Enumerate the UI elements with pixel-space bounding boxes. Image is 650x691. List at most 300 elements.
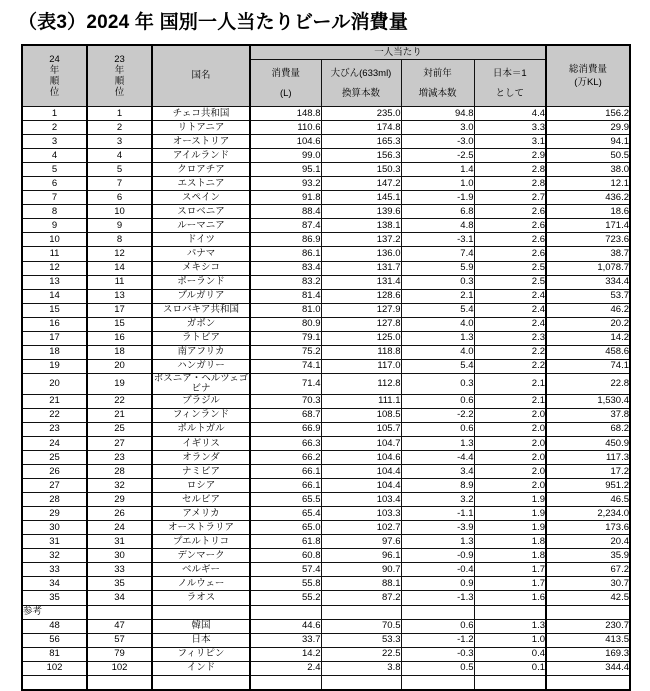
table-row — [22, 205, 630, 219]
table-row — [22, 275, 630, 289]
cell-rank-2024: 31 — [22, 535, 87, 549]
cell-empty — [321, 605, 401, 619]
consumption-header-line1: 消費量 — [271, 67, 300, 79]
cell-rank-2024: 81 — [22, 647, 87, 661]
cell-consumption: 65.0 — [250, 521, 321, 535]
cell-country: ノルウェー — [152, 577, 250, 591]
rank23-line4: 位 — [114, 87, 125, 98]
cell-total-consumption: 2,234.0 — [546, 507, 630, 521]
cell-rank-2023: 6 — [87, 191, 152, 205]
cell-consumption: 33.7 — [250, 633, 321, 647]
cell-yoy: 0.9 — [401, 577, 474, 591]
cell-yoy: 1.3 — [401, 331, 474, 345]
cell-consumption: 65.4 — [250, 507, 321, 521]
cell-japan-index: 2.0 — [474, 422, 546, 436]
cell-consumption: 74.1 — [250, 359, 321, 373]
cell-empty — [87, 605, 152, 619]
cell-total-consumption: 35.9 — [546, 549, 630, 563]
cell-rank-2024: 4 — [22, 149, 87, 163]
cell-rank-2023: 14 — [87, 261, 152, 275]
table-row — [22, 191, 630, 205]
cell-bottles: 174.8 — [321, 121, 401, 135]
table-row — [22, 121, 630, 135]
cell-bottles: 104.7 — [321, 436, 401, 450]
cell-consumption: 66.9 — [250, 422, 321, 436]
cell-bottles: 137.2 — [321, 233, 401, 247]
cell-japan-index: 2.4 — [474, 303, 546, 317]
cell-total-consumption: 450.9 — [546, 436, 630, 450]
cell-empty — [474, 675, 546, 690]
cell-yoy: -0.9 — [401, 549, 474, 563]
cell-bottles: 235.0 — [321, 107, 401, 121]
cell-japan-index: 2.0 — [474, 408, 546, 422]
table-row — [22, 135, 630, 149]
cell-country: デンマーク — [152, 549, 250, 563]
cell-yoy: 94.8 — [401, 107, 474, 121]
cell-total-consumption: 458.6 — [546, 345, 630, 359]
cell-total-consumption: 46.2 — [546, 303, 630, 317]
cell-bottles: 90.7 — [321, 563, 401, 577]
cell-total-consumption: 18.6 — [546, 205, 630, 219]
cell-rank-2024: 12 — [22, 261, 87, 275]
cell-japan-index: 2.1 — [474, 394, 546, 408]
cell-japan-index: 1.0 — [474, 633, 546, 647]
cell-rank-2023: 24 — [87, 521, 152, 535]
cell-yoy: 0.6 — [401, 394, 474, 408]
reference-label-row — [22, 605, 630, 619]
cell-rank-2024: 8 — [22, 205, 87, 219]
cell-bottles: 102.7 — [321, 521, 401, 535]
cell-consumption: 81.0 — [250, 303, 321, 317]
cell-rank-2023: 28 — [87, 465, 152, 479]
table-row — [22, 107, 630, 121]
cell-japan-index: 1.8 — [474, 549, 546, 563]
cell-japan-index: 0.1 — [474, 661, 546, 675]
table-row — [22, 479, 630, 493]
cell-bottles: 104.4 — [321, 479, 401, 493]
cell-empty — [321, 675, 401, 690]
cell-bottles: 104.6 — [321, 451, 401, 465]
cell-bottles: 108.5 — [321, 408, 401, 422]
table-row — [22, 507, 630, 521]
cell-rank-2023: 23 — [87, 451, 152, 465]
cell-total-consumption: 94.1 — [546, 135, 630, 149]
cell-rank-2024: 22 — [22, 408, 87, 422]
cell-yoy: 8.9 — [401, 479, 474, 493]
cell-total-consumption: 20.2 — [546, 317, 630, 331]
cell-consumption: 66.2 — [250, 451, 321, 465]
cell-empty — [546, 675, 630, 690]
cell-yoy: -2.2 — [401, 408, 474, 422]
cell-yoy: -3.9 — [401, 521, 474, 535]
cell-bottles: 156.3 — [321, 149, 401, 163]
cell-consumption: 75.2 — [250, 345, 321, 359]
beer-consumption-table — [21, 44, 631, 691]
cell-country: ルーマニア — [152, 219, 250, 233]
cell-japan-index: 2.5 — [474, 275, 546, 289]
cell-bottles: 112.8 — [321, 373, 401, 394]
cell-bottles: 139.6 — [321, 205, 401, 219]
cell-japan-index: 3.1 — [474, 135, 546, 149]
header-row-group — [22, 45, 630, 60]
cell-japan-index: 2.6 — [474, 233, 546, 247]
cell-country: 日本 — [152, 633, 250, 647]
cell-rank-2024: 19 — [22, 359, 87, 373]
cell-bottles: 96.1 — [321, 549, 401, 563]
cell-yoy: -4.4 — [401, 451, 474, 465]
table-row — [22, 359, 630, 373]
cell-japan-index: 2.6 — [474, 219, 546, 233]
yoy-header-line2: 増減本数 — [418, 87, 457, 99]
cell-consumption: 44.6 — [250, 619, 321, 633]
cell-bottles: 127.9 — [321, 303, 401, 317]
cell-rank-2023: 26 — [87, 507, 152, 521]
cell-yoy: -3.1 — [401, 233, 474, 247]
cell-rank-2023: 20 — [87, 359, 152, 373]
cell-yoy: 0.6 — [401, 619, 474, 633]
cell-yoy: 1.3 — [401, 436, 474, 450]
cell-empty — [474, 605, 546, 619]
cell-yoy: 1.0 — [401, 177, 474, 191]
cell-consumption: 86.9 — [250, 233, 321, 247]
cell-rank-2024: 20 — [22, 373, 87, 394]
cell-bottles: 118.8 — [321, 345, 401, 359]
cell-rank-2023: 7 — [87, 177, 152, 191]
cell-rank-2024: 2 — [22, 121, 87, 135]
cell-rank-2024: 6 — [22, 177, 87, 191]
cell-total-consumption: 1,078.7 — [546, 261, 630, 275]
cell-rank-2023: 32 — [87, 479, 152, 493]
table-row — [22, 591, 630, 605]
cell-rank-2024: 26 — [22, 465, 87, 479]
cell-country: イギリス — [152, 436, 250, 450]
cell-country: ポーランド — [152, 275, 250, 289]
cell-rank-2024: 17 — [22, 331, 87, 345]
cell-country: ポルトガル — [152, 422, 250, 436]
table-row — [22, 563, 630, 577]
cell-total-consumption: 29.9 — [546, 121, 630, 135]
cell-rank-2023: 34 — [87, 591, 152, 605]
cell-empty — [401, 675, 474, 690]
col-header-yoy — [401, 60, 474, 107]
cell-yoy: 0.5 — [401, 661, 474, 675]
cell-japan-index: 2.8 — [474, 177, 546, 191]
cell-yoy: 6.8 — [401, 205, 474, 219]
cell-total-consumption: 38.0 — [546, 163, 630, 177]
bottles-header-line2: 換算本数 — [341, 87, 380, 99]
cell-rank-2024: 14 — [22, 289, 87, 303]
cell-rank-2023: 31 — [87, 535, 152, 549]
cell-country: ハンガリー — [152, 359, 250, 373]
cell-country: エストニア — [152, 177, 250, 191]
cell-yoy: -2.5 — [401, 149, 474, 163]
cell-empty — [546, 605, 630, 619]
rank24-line3: 順 — [49, 76, 60, 87]
cell-country: フィリピン — [152, 647, 250, 661]
cell-yoy: 2.1 — [401, 289, 474, 303]
cell-country: スロバキア共和国 — [152, 303, 250, 317]
cell-yoy: 1.4 — [401, 163, 474, 177]
cell-bottles: 97.6 — [321, 535, 401, 549]
cell-japan-index: 2.2 — [474, 359, 546, 373]
table-row — [22, 619, 630, 633]
total-header-line1: 総消費量 — [569, 64, 608, 75]
cell-consumption: 66.1 — [250, 479, 321, 493]
cell-japan-index: 2.0 — [474, 465, 546, 479]
cell-rank-2023: 9 — [87, 219, 152, 233]
cell-total-consumption: 171.4 — [546, 219, 630, 233]
cell-rank-2023: 19 — [87, 373, 152, 394]
col-header-total-consumption — [546, 45, 630, 107]
table-row — [22, 345, 630, 359]
cell-country: スロベニア — [152, 205, 250, 219]
cell-rank-2024: 35 — [22, 591, 87, 605]
cell-rank-2023: 102 — [87, 661, 152, 675]
cell-consumption: 81.4 — [250, 289, 321, 303]
cell-total-consumption: 12.1 — [546, 177, 630, 191]
cell-rank-2023: 25 — [87, 422, 152, 436]
table-row — [22, 577, 630, 591]
table-row — [22, 303, 630, 317]
cell-total-consumption: 46.5 — [546, 493, 630, 507]
cell-consumption: 14.2 — [250, 647, 321, 661]
cell-bottles: 117.0 — [321, 359, 401, 373]
cell-total-consumption: 74.1 — [546, 359, 630, 373]
cell-country: ガボン — [152, 317, 250, 331]
cell-bottles: 70.5 — [321, 619, 401, 633]
cell-country: クロアチア — [152, 163, 250, 177]
cell-japan-index: 2.0 — [474, 436, 546, 450]
cell-bottles: 3.8 — [321, 661, 401, 675]
cell-bottles: 87.2 — [321, 591, 401, 605]
cell-rank-2023: 3 — [87, 135, 152, 149]
cell-total-consumption: 413.5 — [546, 633, 630, 647]
cell-japan-index: 2.6 — [474, 205, 546, 219]
cell-rank-2023: 11 — [87, 275, 152, 289]
cell-yoy: 4.0 — [401, 345, 474, 359]
cell-rank-2023: 8 — [87, 233, 152, 247]
table-row — [22, 373, 630, 394]
cell-yoy: 5.4 — [401, 359, 474, 373]
cell-country: パナマ — [152, 247, 250, 261]
cell-total-consumption: 14.2 — [546, 331, 630, 345]
col-header-rank-2023 — [87, 45, 152, 107]
table-row — [22, 233, 630, 247]
cell-rank-2023: 16 — [87, 331, 152, 345]
col-header-japan-index — [474, 60, 546, 107]
cell-rank-2023: 18 — [87, 345, 152, 359]
bottles-header-line1: 大びん(633ml) — [330, 67, 392, 79]
japan-header-line2: として — [495, 87, 525, 99]
table-row — [22, 633, 630, 647]
cell-consumption: 61.8 — [250, 535, 321, 549]
table-row — [22, 261, 630, 275]
table-row — [22, 422, 630, 436]
cell-yoy: -1.9 — [401, 191, 474, 205]
cell-yoy: 0.6 — [401, 422, 474, 436]
cell-japan-index: 2.7 — [474, 191, 546, 205]
cell-bottles: 138.1 — [321, 219, 401, 233]
cell-country: ドイツ — [152, 233, 250, 247]
cell-yoy: -3.0 — [401, 135, 474, 149]
cell-japan-index: 0.4 — [474, 647, 546, 661]
cell-rank-2023: 2 — [87, 121, 152, 135]
cell-consumption: 86.1 — [250, 247, 321, 261]
cell-rank-2023: 35 — [87, 577, 152, 591]
table-row — [22, 149, 630, 163]
cell-empty — [152, 675, 250, 690]
table-row — [22, 219, 630, 233]
cell-total-consumption: 951.2 — [546, 479, 630, 493]
cell-consumption: 110.6 — [250, 121, 321, 135]
cell-rank-2024: 34 — [22, 577, 87, 591]
cell-empty — [250, 605, 321, 619]
col-header-per-capita-group: 一人当たり — [250, 45, 546, 60]
cell-country: ラトビア — [152, 331, 250, 345]
cell-yoy: -1.3 — [401, 591, 474, 605]
cell-country: ロシア — [152, 479, 250, 493]
cell-country: フィンランド — [152, 408, 250, 422]
cell-country: アイルランド — [152, 149, 250, 163]
yoy-header-line1: 対前年 — [423, 67, 452, 79]
cell-rank-2024: 11 — [22, 247, 87, 261]
cell-consumption: 60.8 — [250, 549, 321, 563]
rank23-line1: 23 — [114, 54, 125, 65]
cell-rank-2023: 47 — [87, 619, 152, 633]
cell-country: ブルガリア — [152, 289, 250, 303]
cell-rank-2024: 33 — [22, 563, 87, 577]
cell-rank-2024: 25 — [22, 451, 87, 465]
cell-total-consumption: 50.5 — [546, 149, 630, 163]
cell-consumption: 2.4 — [250, 661, 321, 675]
cell-japan-index: 2.8 — [474, 163, 546, 177]
cell-total-consumption: 169.3 — [546, 647, 630, 661]
cell-japan-index: 1.6 — [474, 591, 546, 605]
cell-bottles: 22.5 — [321, 647, 401, 661]
cell-rank-2024: 32 — [22, 549, 87, 563]
cell-bottles: 128.6 — [321, 289, 401, 303]
cell-yoy: 3.4 — [401, 465, 474, 479]
cell-japan-index: 2.3 — [474, 331, 546, 345]
cell-consumption: 80.9 — [250, 317, 321, 331]
cell-rank-2024: 28 — [22, 493, 87, 507]
cell-bottles: 103.4 — [321, 493, 401, 507]
table-row — [22, 535, 630, 549]
cell-total-consumption: 334.4 — [546, 275, 630, 289]
rank23-line3: 順 — [114, 76, 125, 87]
cell-japan-index: 2.1 — [474, 373, 546, 394]
cell-rank-2024: 48 — [22, 619, 87, 633]
cell-empty — [87, 675, 152, 690]
cell-bottles: 136.0 — [321, 247, 401, 261]
cell-bottles: 104.4 — [321, 465, 401, 479]
cell-yoy: -1.2 — [401, 633, 474, 647]
cell-country: ブラジル — [152, 394, 250, 408]
cell-rank-2024: 56 — [22, 633, 87, 647]
cell-japan-index: 2.4 — [474, 317, 546, 331]
cell-total-consumption: 67.2 — [546, 563, 630, 577]
cell-consumption: 91.8 — [250, 191, 321, 205]
cell-country: スペイン — [152, 191, 250, 205]
cell-total-consumption: 230.7 — [546, 619, 630, 633]
rank23-line2: 年 — [114, 65, 125, 76]
cell-rank-2023: 33 — [87, 563, 152, 577]
cell-consumption: 88.4 — [250, 205, 321, 219]
cell-rank-2023: 13 — [87, 289, 152, 303]
col-header-consumption — [250, 60, 321, 107]
cell-japan-index: 1.9 — [474, 507, 546, 521]
cell-japan-index: 1.3 — [474, 619, 546, 633]
cell-yoy: -0.4 — [401, 563, 474, 577]
cell-empty — [152, 605, 250, 619]
cell-total-consumption: 344.4 — [546, 661, 630, 675]
table-row — [22, 289, 630, 303]
table-row — [22, 549, 630, 563]
cell-total-consumption: 723.6 — [546, 233, 630, 247]
cell-total-consumption: 436.2 — [546, 191, 630, 205]
table-row — [22, 436, 630, 450]
rank24-line4: 位 — [49, 87, 60, 98]
cell-yoy: 4.0 — [401, 317, 474, 331]
cell-rank-2024: 7 — [22, 191, 87, 205]
cell-consumption: 70.3 — [250, 394, 321, 408]
cell-total-consumption: 38.7 — [546, 247, 630, 261]
cell-rank-2023: 22 — [87, 394, 152, 408]
cell-bottles: 125.0 — [321, 331, 401, 345]
cell-japan-index: 4.4 — [474, 107, 546, 121]
cell-country: 南アフリカ — [152, 345, 250, 359]
cell-yoy: 0.3 — [401, 373, 474, 394]
cell-empty — [22, 675, 87, 690]
cell-country: ベルギー — [152, 563, 250, 577]
cell-rank-2023: 29 — [87, 493, 152, 507]
rank24-line2: 年 — [49, 65, 60, 76]
table-row — [22, 493, 630, 507]
cell-consumption: 99.0 — [250, 149, 321, 163]
col-header-rank-2024 — [22, 45, 87, 107]
cell-country: ラオス — [152, 591, 250, 605]
cell-rank-2024: 24 — [22, 436, 87, 450]
cell-yoy: -1.1 — [401, 507, 474, 521]
cell-total-consumption: 37.8 — [546, 408, 630, 422]
cell-rank-2023: 5 — [87, 163, 152, 177]
cell-total-consumption: 30.7 — [546, 577, 630, 591]
cell-japan-index: 1.9 — [474, 493, 546, 507]
cell-rank-2024: 27 — [22, 479, 87, 493]
cell-consumption: 55.2 — [250, 591, 321, 605]
cell-rank-2024: 29 — [22, 507, 87, 521]
cell-bottles: 111.1 — [321, 394, 401, 408]
cell-country: インド — [152, 661, 250, 675]
cell-rank-2023: 30 — [87, 549, 152, 563]
table-row — [22, 331, 630, 345]
cell-rank-2023: 12 — [87, 247, 152, 261]
cell-total-consumption: 53.7 — [546, 289, 630, 303]
cell-rank-2024: 10 — [22, 233, 87, 247]
cell-rank-2023: 4 — [87, 149, 152, 163]
cell-japan-index: 1.7 — [474, 577, 546, 591]
cell-consumption: 71.4 — [250, 373, 321, 394]
consumption-header-line2: (L) — [279, 87, 292, 99]
cell-japan-index: 2.4 — [474, 289, 546, 303]
cell-bottles: 131.7 — [321, 261, 401, 275]
cell-yoy: 0.3 — [401, 275, 474, 289]
cell-country: オーストラリア — [152, 521, 250, 535]
cell-yoy: 5.4 — [401, 303, 474, 317]
cell-rank-2023: 27 — [87, 436, 152, 450]
cell-rank-2024: 16 — [22, 317, 87, 331]
table-row — [22, 451, 630, 465]
